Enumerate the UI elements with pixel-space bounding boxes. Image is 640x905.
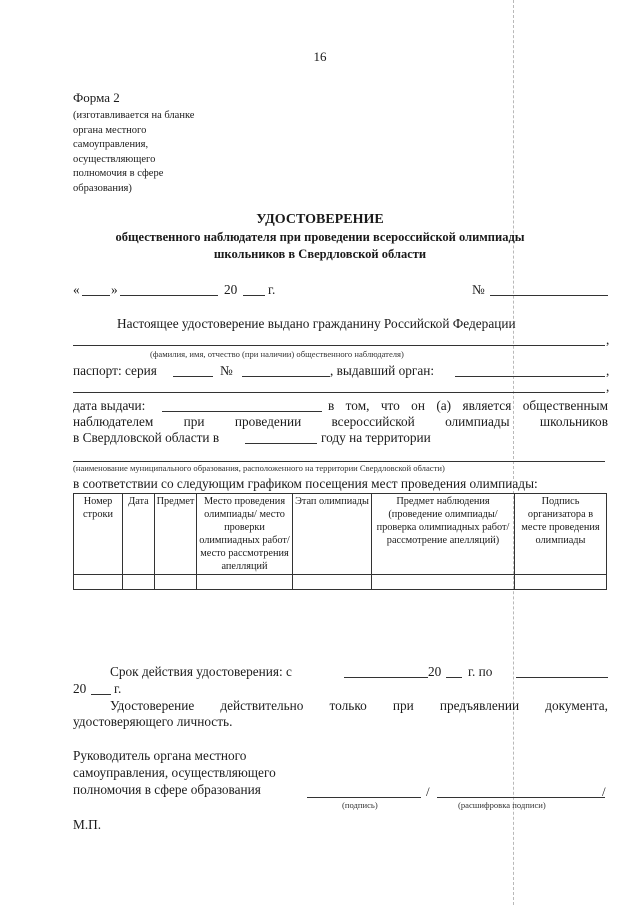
table-cell[interactable] [515,575,607,590]
form-note-line: образования) [73,182,132,194]
column-header: Предмет наблюдения (проведение олимпиады/проверка олимпиадных работ/рассмотрение апелляций) [372,494,515,575]
table-cell[interactable] [155,575,197,590]
table-cell[interactable] [123,575,155,590]
issued-by-label: , выдавший орган: [330,363,435,378]
year-prefix: 20 [224,282,238,297]
column-header: Подпись организатора в месте проведения олимпиады [515,494,607,575]
region-prefix: в Свердловской области в [73,430,220,445]
column-header: Дата [123,494,155,575]
passport-number-field[interactable] [242,376,330,377]
table-row [74,575,607,590]
issue-date-label: дата выдачи: [73,398,146,413]
page-number: 16 [313,49,327,64]
table-cell[interactable] [293,575,372,590]
validity-to-field[interactable] [516,677,608,678]
valid-note-line: удостоверяющего личность. [73,714,233,729]
head-title-line: Руководитель органа местного [73,748,247,763]
validity-label: Срок действия удостоверения: с [110,664,292,679]
quote-open: « [73,282,80,297]
comma: , [606,379,610,394]
validity-year-field[interactable] [446,677,462,678]
region-suffix: году на территории [321,430,431,445]
signature-caption: (подпись) [342,800,378,810]
column-header: Место проведения олимпиады/ место проверки олимпиадных работ/место рассмотрения апелляций [197,494,293,575]
form-note-line: самоуправления, [73,139,149,151]
signature-field[interactable] [307,797,421,798]
column-header: Этап олимпиады [293,494,372,575]
issued-by-field[interactable] [455,376,605,377]
document-subtitle [0,229,640,263]
quote-close: » [111,282,118,297]
passport-series-field[interactable] [173,376,213,377]
signature-decode-field[interactable] [437,797,605,798]
form-note-line: (изготавливается на бланке [73,110,195,121]
page-fold-line [513,0,514,905]
schedule-intro: в соответствии со следующим графиком посещения мест проведения олимпиады: [73,476,538,491]
year-olympiad-field[interactable] [245,443,317,444]
month-field[interactable] [120,295,218,296]
validity-from-field[interactable] [344,677,428,678]
year-field[interactable] [243,295,265,296]
document-title: УДОСТОВЕРЕНИЕ [256,212,384,227]
comma: , [606,332,610,347]
validity-cont-prefix: 20 [73,681,87,696]
decode-caption: (расшифровка подписи) [458,800,546,810]
subtitle-line: школьников в Свердловской области [213,247,427,261]
municipality-caption: (наименование муниципального образования, расположенного на территории Свердловской области) [73,463,445,473]
table-cell[interactable] [372,575,515,590]
stamp-place: М.П. [73,817,102,832]
certificate-number-field[interactable] [490,295,608,296]
fio-caption: (фамилия, имя, отчество (при наличии) общественного наблюдателя) [150,349,404,359]
form-label: Форма 2 [73,90,120,105]
valid-note-line: Удостоверение действительно только при предъявлении документа, [110,698,608,713]
signature-separator: / [602,784,606,799]
schedule-table [73,493,607,590]
passport-label: паспорт: серия [73,363,157,378]
observer-line: наблюдателем при проведении всероссийской олимпиады школьников [73,414,608,429]
passport-number-sign: № [220,363,233,378]
form-note-line: органа местного [73,124,147,136]
form-note-line: осуществляющего [73,153,156,165]
column-header: Номер строки [74,494,123,575]
signature-separator: / [426,784,430,799]
issue-date-field[interactable] [162,411,322,412]
issued-text: Настоящее удостоверение выдано гражданину Российской Федерации [117,316,516,331]
municipality-field[interactable] [73,461,605,462]
comma: , [606,363,610,378]
head-title-line: самоуправления, осуществляющего [73,765,276,780]
issue-date-text: в том, что он (а) является общественным [328,398,608,413]
issued-by-field-cont[interactable] [73,392,605,393]
head-title-line: полномочия в сфере образования [73,782,261,797]
fio-field[interactable] [73,345,605,346]
year-suffix: г. [268,282,276,297]
validity-cont-suffix: г. [114,681,122,696]
number-sign: № [472,282,485,297]
form-note [73,109,194,197]
form-note-line: полномочия в сфере [73,168,164,180]
table-cell[interactable] [197,575,293,590]
subtitle-line: общественного наблюдателя при проведении всероссийской олимпиады [115,230,525,244]
table-cell[interactable] [74,575,123,590]
head-title [73,747,276,798]
validity-cont-year-field[interactable] [91,694,111,695]
day-field[interactable] [82,295,110,296]
validity-year: 20 [428,664,442,679]
column-header: Предмет [155,494,197,575]
validity-to-label: г. по [468,664,493,679]
